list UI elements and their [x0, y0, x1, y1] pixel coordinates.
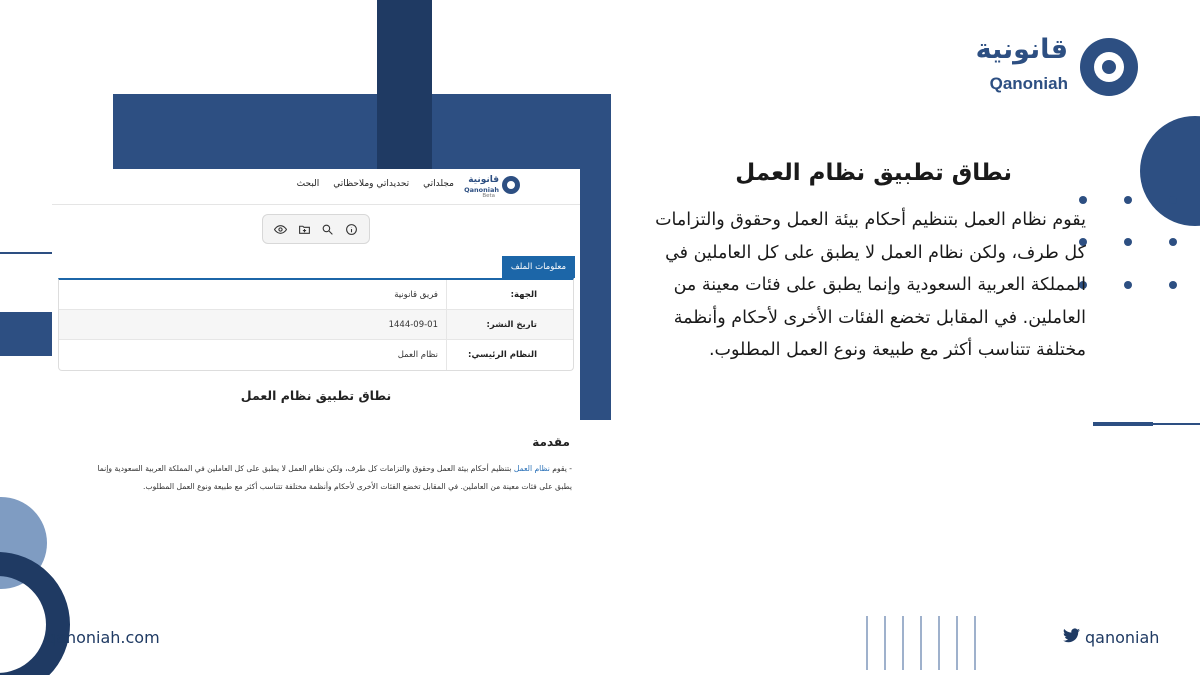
nav-menu [297, 179, 454, 189]
decorative-line-right [1093, 422, 1153, 426]
website-link[interactable]: qanoniah.com [46, 628, 160, 647]
twitter-handle: qanoniah [1085, 628, 1160, 647]
dot [1124, 281, 1132, 289]
doc-toolbar [262, 214, 370, 244]
tab-file-info[interactable]: معلومات الملف [502, 256, 575, 278]
eye-icon[interactable] [273, 221, 289, 237]
app-logo-beta: Beta [482, 193, 495, 199]
app-screenshot [52, 169, 580, 509]
dot [1169, 196, 1177, 204]
vline [884, 616, 886, 670]
dot [1169, 281, 1177, 289]
search-icon[interactable] [320, 221, 336, 237]
decorative-line-left [0, 252, 52, 254]
dot [1124, 238, 1132, 246]
section-body [94, 460, 572, 496]
dot [1169, 238, 1177, 246]
dot [1124, 196, 1132, 204]
section-link[interactable]: نظام العمل [513, 464, 550, 473]
brand-name-ar: قانونية [975, 34, 1068, 65]
app-logo-mark-icon [502, 176, 520, 194]
vline [974, 616, 976, 670]
app-logo-en: Qanoniah [464, 186, 499, 194]
folder-plus-icon[interactable] [296, 221, 312, 237]
info-key: تاريخ النشر: [446, 310, 573, 339]
file-info-table [58, 278, 574, 371]
app-navbar [52, 169, 580, 205]
info-value: 1444-09-01 [388, 320, 438, 330]
brand-mark-icon [1080, 38, 1138, 96]
slide-body: يقوم نظام العمل بتنظيم أحكام بيئة العمل وحقوق والتزامات كل طرف، ولكن نظام العمل لا يطبق على كل العاملين في المملكة العربية السعودية وإنما يطبق على فئات معينة من العاملين. في المقابل تخضع الفئات الأخرى لأحكام وأنظمة مختلفة تتناسب أكثر مع طبيعة ونوع العمل المطلوب. [655, 210, 1086, 360]
nav-folders[interactable]: مجلداتي [423, 179, 454, 189]
nav-updates[interactable]: تحديداتي وملاحظاتي [333, 179, 410, 189]
info-value: نظام العمل [397, 350, 438, 360]
decorative-circle-right [1140, 116, 1200, 226]
vline [938, 616, 940, 670]
twitter-icon [1063, 628, 1080, 647]
slide-title: نطاق تطبيق نظام العمل [735, 160, 1012, 186]
decorative-block-left [0, 312, 52, 356]
app-logo[interactable] [464, 175, 520, 201]
table-row [59, 310, 573, 340]
app-logo-ar: قانونية [468, 175, 499, 185]
section-heading: مقدمة [532, 435, 570, 449]
table-row [59, 280, 573, 310]
section-text: بتنظيم أحكام بيئة العمل وحقوق والتزامات كل طرف، ولكن نظام العمل لا يطبق على كل العاملين في المملكة العربية السعودية وإنما يطبق على فئات معينة من العاملين. في المقابل تخضع الفئات الأخرى لأحكام وأنظمة مختلفة تتناسب أكثر مع طبيعة ونوع العمل المطلوب. [97, 464, 572, 491]
twitter-link[interactable] [1063, 628, 1159, 647]
info-icon[interactable] [343, 221, 359, 237]
dot [1079, 196, 1087, 204]
brand-name-en: Qanoniah [989, 74, 1068, 93]
vline [902, 616, 904, 670]
decorative-bar [377, 0, 432, 170]
vline [956, 616, 958, 670]
vline [866, 616, 868, 670]
vline [920, 616, 922, 670]
brand-logo [975, 34, 1138, 106]
nav-search[interactable]: البحث [296, 179, 320, 189]
info-key: النظام الرئيسي: [446, 340, 573, 370]
info-value: فريق قانونية [394, 290, 438, 300]
info-key: الجهة: [446, 280, 573, 309]
table-row [59, 340, 573, 370]
section-prefix: - يقوم [549, 464, 572, 473]
decorative-line-right-thin [1153, 423, 1200, 425]
doc-title: نطاق تطبيق نظام العمل [240, 388, 392, 403]
